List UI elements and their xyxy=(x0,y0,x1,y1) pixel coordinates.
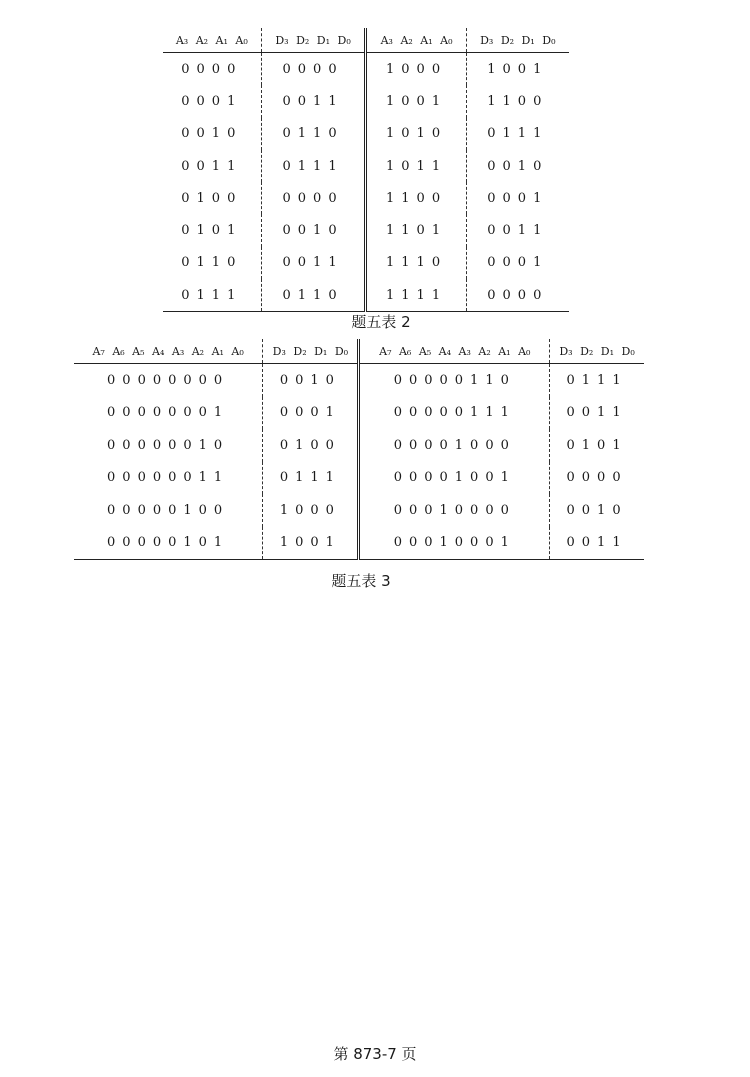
table-row xyxy=(74,397,644,430)
cell-data: 0011 xyxy=(261,247,366,279)
cell-address: 00010001 xyxy=(359,527,550,560)
cell-data: 0011 xyxy=(550,527,644,560)
table-3-caption: 题五表 3 xyxy=(331,572,391,590)
table-row xyxy=(74,364,644,397)
cell-data: 0000 xyxy=(261,53,366,86)
cell-address: 00001001 xyxy=(359,462,550,495)
cell-data: 0000 xyxy=(566,470,628,486)
table-row xyxy=(74,494,644,527)
cell-data: 0111 xyxy=(261,150,366,182)
cell-address: 0100 xyxy=(163,182,261,214)
cell-data: 0001 xyxy=(263,397,359,430)
cell-data: 0011 xyxy=(487,223,549,239)
truth-table-3 xyxy=(74,339,644,560)
cell-data: 1000 xyxy=(263,494,359,527)
cell-data: 0000 xyxy=(466,279,569,312)
cell-data: 0110 xyxy=(261,118,366,150)
table-row xyxy=(163,247,569,279)
cell-address: 1010 xyxy=(366,118,466,150)
table-row xyxy=(74,527,644,560)
cell-address: 0110 xyxy=(163,247,261,279)
header-data-left: D₃ D₂ D₁ D₀ xyxy=(261,28,366,53)
cell-address: 00001000 xyxy=(359,429,550,462)
cell-data: 0100 xyxy=(263,429,359,462)
header-address-right: A₇ A₆ A₅ A₄ A₃ A₂ A₁ A₀ xyxy=(359,339,550,364)
cell-data: 1001 xyxy=(263,527,359,560)
cell-address: 0101 xyxy=(163,214,261,246)
cell-address: 00000100 xyxy=(74,494,263,527)
truth-table-2 xyxy=(163,28,569,312)
cell-data: 1001 xyxy=(487,61,549,77)
cell-data: 0010 xyxy=(566,502,628,518)
table-row xyxy=(163,214,569,246)
table-row xyxy=(74,429,644,462)
cell-data: 0111 xyxy=(487,126,549,142)
page-number: 第 873-7 页 xyxy=(333,1045,417,1063)
cell-address: 1100 xyxy=(366,182,466,214)
cell-address: 00000101 xyxy=(74,527,263,560)
cell-address: 1111 xyxy=(366,279,466,312)
cell-address: 00000110 xyxy=(359,364,550,397)
cell-address: 00000011 xyxy=(74,462,263,495)
cell-address: 1000 xyxy=(366,53,466,86)
cell-address: 00000010 xyxy=(74,429,263,462)
cell-data: 0111 xyxy=(566,372,628,388)
cell-address: 1110 xyxy=(366,247,466,279)
header-data-left: D₃ D₂ D₁ D₀ xyxy=(263,339,359,364)
cell-address: 0011 xyxy=(163,150,261,182)
table-row xyxy=(163,150,569,182)
cell-address: 1001 xyxy=(366,85,466,117)
header-address-left: A₃ A₂ A₁ A₀ xyxy=(163,28,261,53)
cell-data: 0001 xyxy=(487,190,549,206)
cell-address: 0010 xyxy=(163,118,261,150)
table-row xyxy=(163,118,569,150)
cell-data: 0011 xyxy=(566,405,628,421)
cell-data: 0111 xyxy=(263,462,359,495)
cell-address: 00000000 xyxy=(74,364,263,397)
table-header-row xyxy=(74,339,644,364)
cell-data: 0011 xyxy=(261,85,366,117)
cell-data: 1100 xyxy=(487,93,549,109)
table-row xyxy=(163,182,569,214)
cell-data: 0010 xyxy=(487,158,549,174)
header-data-right: D₃ D₂ D₁ D₀ xyxy=(550,339,644,364)
header-data-right: D₃ D₂ D₁ D₀ xyxy=(466,28,569,53)
cell-data: 0001 xyxy=(487,255,549,271)
cell-address: 1101 xyxy=(366,214,466,246)
cell-data: 0000 xyxy=(261,182,366,214)
cell-address: 0000 xyxy=(163,53,261,86)
table-2-caption: 题五表 2 xyxy=(351,313,411,331)
cell-data: 0010 xyxy=(261,214,366,246)
table-header-row xyxy=(163,28,569,53)
table-row xyxy=(163,85,569,117)
table-row xyxy=(74,462,644,495)
cell-data: 0010 xyxy=(263,364,359,397)
cell-address: 00000001 xyxy=(74,397,263,430)
cell-address: 0111 xyxy=(163,279,261,312)
cell-address: 1011 xyxy=(366,150,466,182)
cell-data: 0110 xyxy=(261,279,366,312)
header-address-right: A₃ A₂ A₁ A₀ xyxy=(366,28,466,53)
table-row xyxy=(163,279,569,312)
table-row xyxy=(163,53,569,86)
cell-data: 0101 xyxy=(566,437,628,453)
cell-address: 00010000 xyxy=(359,494,550,527)
table-body xyxy=(74,364,644,560)
cell-address: 00000111 xyxy=(359,397,550,430)
cell-address: 0001 xyxy=(163,85,261,117)
header-address-left: A₇ A₆ A₅ A₄ A₃ A₂ A₁ A₀ xyxy=(74,339,263,364)
table-body xyxy=(163,53,569,312)
